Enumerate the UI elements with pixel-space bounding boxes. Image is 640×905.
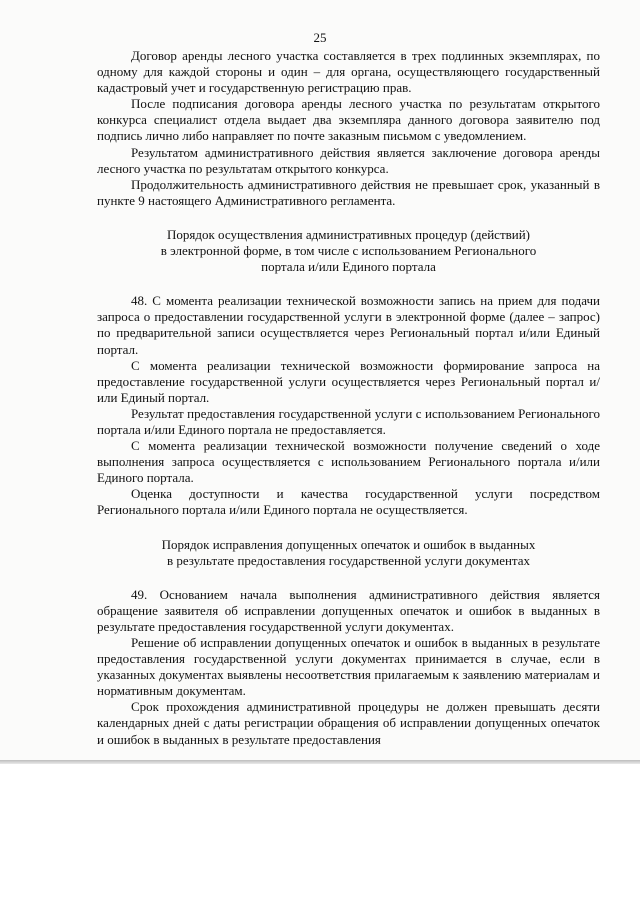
paragraph: Продолжительность административного действия не превышает срок, указанный в пункте 9 настоящего Административного регламента. <box>97 176 600 208</box>
paragraph: После подписания договора аренды лесного участка по результатам открытого конкурса специалист отдела выдает два экземпляра данного договора заявителю под подпись лично либо направляет по почте заказным письмом с уведомлением. <box>97 96 600 144</box>
heading-line: портала и/или Единого портала <box>261 259 436 275</box>
paragraph: Договор аренды лесного участка составляется в трех подлинных экземплярах, по одному для каждой стороны и один – для органа, осуществляющего государственный кадастровый учет и государственную регистрацию прав. <box>97 48 600 96</box>
paragraph: С момента реализации технической возможности формирование запроса на предоставление государственной услуги осуществляется через Региональный портал и/или Единый портал. <box>97 357 600 405</box>
heading-line: в результате предоставления государственной услуги документах <box>166 552 531 568</box>
paragraph: С момента реализации технической возможности получение сведений о ходе выполнения запроса осуществляется с использованием Регионального портала и/или Единого портала. <box>97 438 600 486</box>
section-heading <box>97 227 600 275</box>
paragraph: Оценка доступности и качества государственной услуги посредством Регионального портала и/или Единого портала не осуществляется. <box>97 486 600 518</box>
heading-line: в электронной форме, в том числе с использованием Регионального <box>160 243 537 259</box>
scan-edge-shadow <box>0 760 640 764</box>
paragraph: Результат предоставления государственной услуги с использованием Регионального портала и/или Единого портала не предоставляется. <box>97 405 600 437</box>
paragraph: 49. Основанием начала выполнения административного действия является обращение заявителя об исправлении допущенных опечаток и ошибок в выданных в результате предоставления государственной услуги документах. <box>97 586 600 634</box>
heading-line: Порядок осуществления административных процедур (действий) <box>166 226 531 242</box>
document-body <box>97 48 600 748</box>
paragraph: 48. С момента реализации технической возможности запись на прием для подачи запроса о предоставлении государственной услуги в электронной форме (далее – запрос) по предварительной записи осуществляется через Региональный портал и/или Единый портал. <box>97 293 600 357</box>
page-number: 25 <box>313 30 327 45</box>
paragraph: Результатом административного действия является заключение договора аренды лесного участка по результатам открытого конкурса. <box>97 144 600 176</box>
heading-line: Порядок исправления допущенных опечаток и ошибок в выданных <box>161 536 536 552</box>
section-heading <box>97 537 600 569</box>
paragraph: Срок прохождения административной процедуры не должен превышать десяти календарных дней с даты регистрации обращения об исправлении допущенных опечаток и ошибок в выданных в результате предоставления <box>97 699 600 747</box>
paragraph: Решение об исправлении допущенных опечаток и ошибок в выданных в результате предоставления государственной услуги документах принимается в случае, если в указанных документах выявлены несоответствия прилагаемым к заявлению материалам и нормативным документам. <box>97 635 600 699</box>
